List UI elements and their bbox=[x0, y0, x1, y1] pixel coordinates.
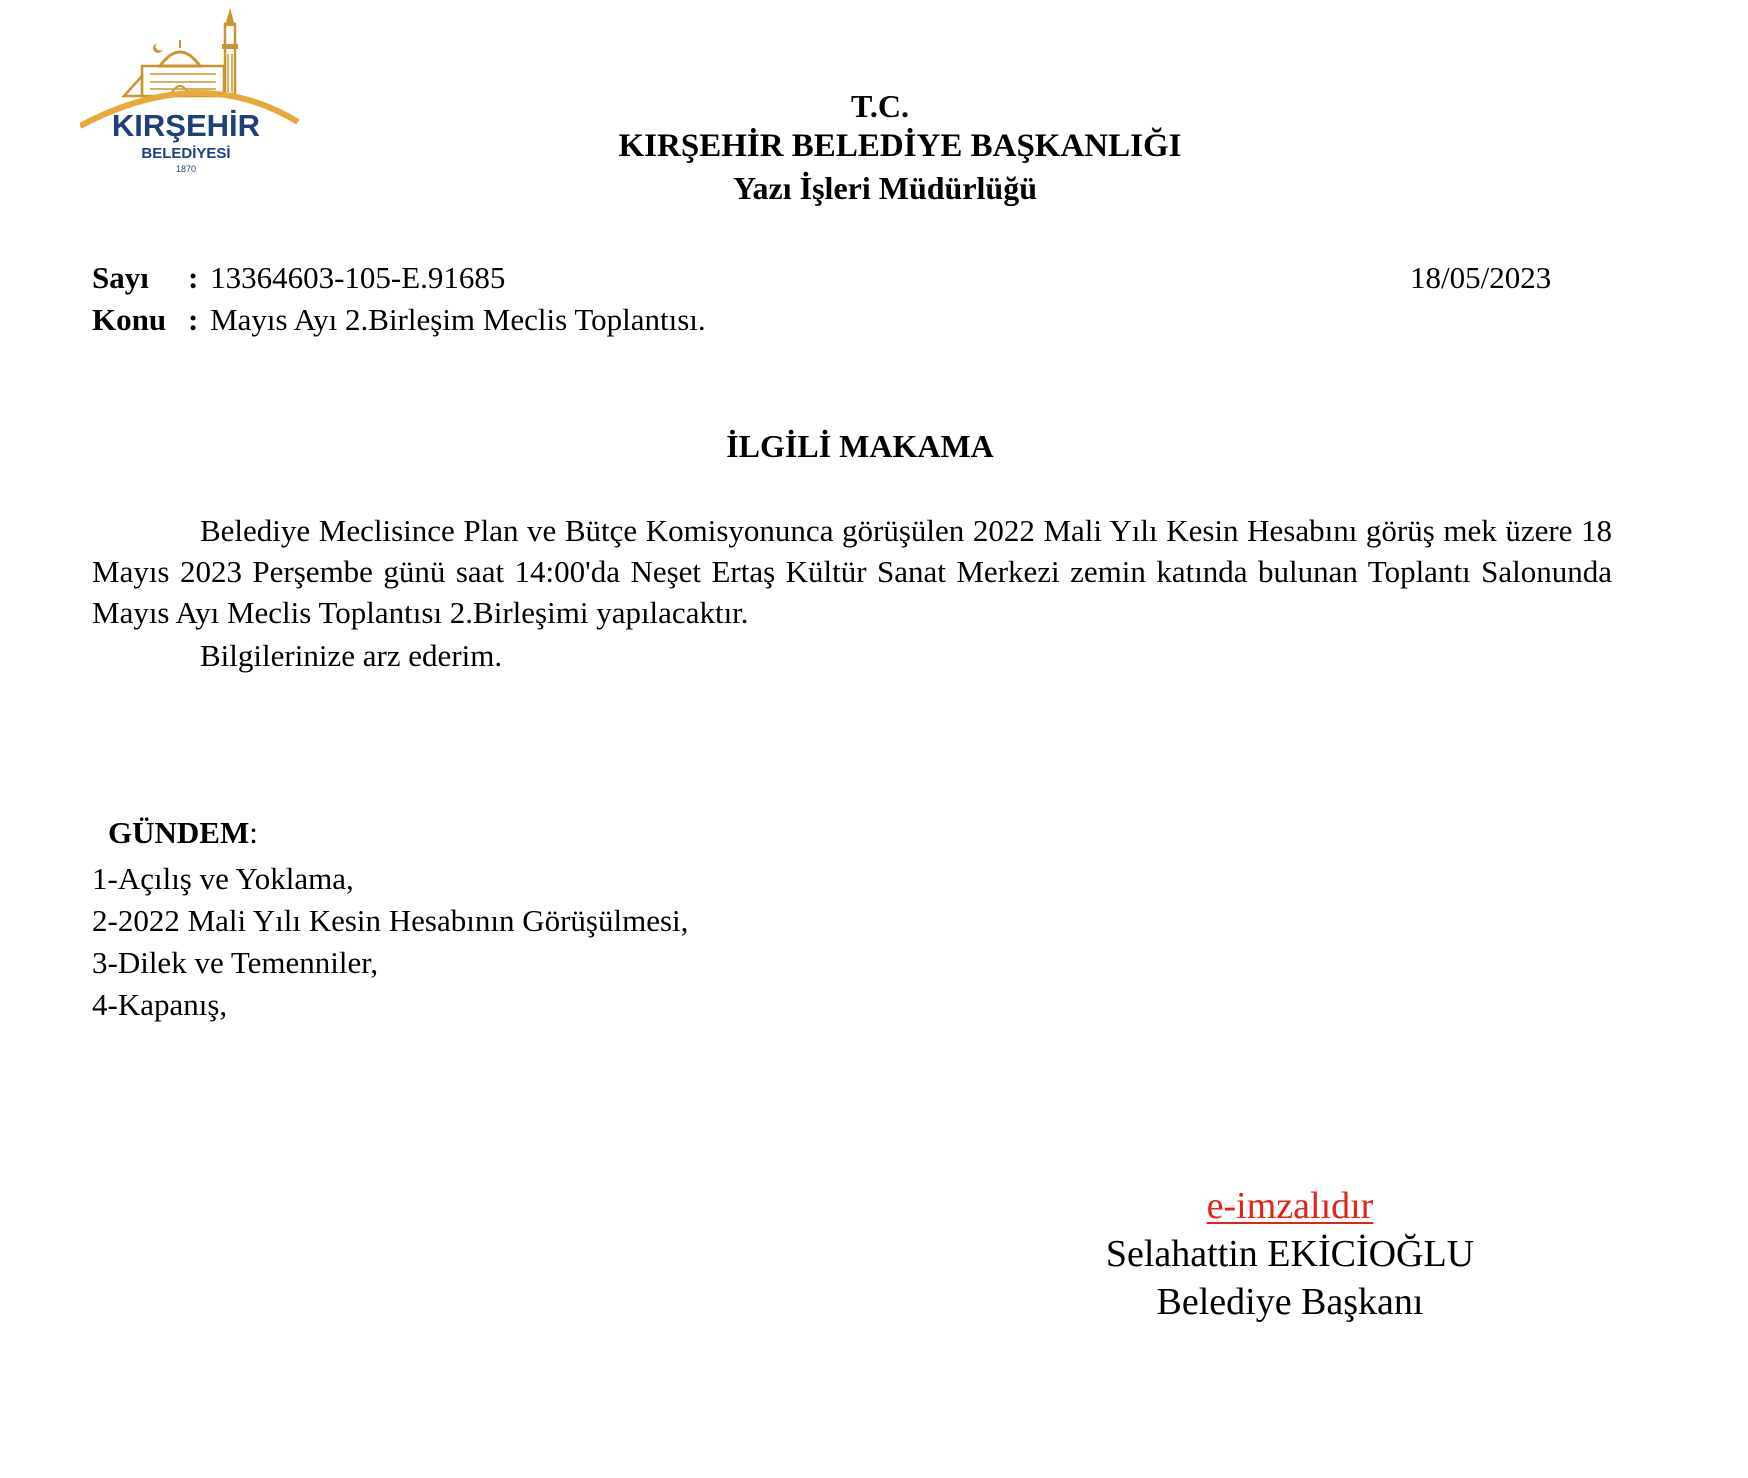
agenda-item: 3-Dilek ve Temenniler, bbox=[92, 945, 379, 980]
konu-colon: : bbox=[188, 302, 199, 337]
sayi-label: Sayı bbox=[92, 260, 149, 295]
document-date: 18/05/2023 bbox=[1410, 260, 1552, 295]
agenda-item: 4-Kapanış, bbox=[92, 987, 228, 1022]
agenda-title-colon: : bbox=[249, 815, 258, 850]
addressee-heading: İLGİLİ MAKAMA bbox=[726, 428, 994, 464]
agenda-title-text: GÜNDEM bbox=[108, 815, 250, 850]
body-paragraph-text: Belediye Meclisince Plan ve Bütçe Komisyonunca görüşülen 2022 Mali Yılı Kesin Hesabını görüş mek üzere 18 Mayıs 2023 Perşembe günü saat 14:00'da Neşet Ertaş Kültür Sanat Merkezi zemin katında bulunan Toplantı Salonunda Mayıs Ayı Meclis Toplantısı 2.Birleşimi yapılacaktır. bbox=[92, 513, 1612, 630]
sayi-value: 13364603-105-E.91685 bbox=[210, 260, 506, 295]
konu-label: Konu bbox=[92, 302, 167, 337]
header-department: Yazı İşleri Müdürlüğü bbox=[732, 170, 1038, 206]
agenda-title bbox=[108, 815, 258, 851]
header-organization: KIRŞEHİR BELEDİYE BAŞKANLIĞI bbox=[618, 128, 1182, 164]
logo-wordmark: KIRŞEHİR bbox=[111, 108, 261, 143]
signatory-title: Belediye Başkanı bbox=[1156, 1281, 1424, 1323]
agenda-item: 1-Açılış ve Yoklama, bbox=[92, 861, 354, 896]
municipality-logo bbox=[80, 4, 342, 194]
agenda-item: 2-2022 Mali Yılı Kesin Hesabının Görüşülmesi, bbox=[92, 903, 689, 938]
logo-year: 1870 bbox=[175, 164, 197, 174]
logo-subtitle: BELEDİYESİ bbox=[141, 145, 231, 162]
signature-block bbox=[1050, 1182, 1530, 1326]
konu-value: Mayıs Ayı 2.Birleşim Meclis Toplantısı. bbox=[210, 302, 706, 337]
signatory-name: Selahattin EKİCİOĞLU bbox=[1105, 1233, 1475, 1275]
sayi-colon: : bbox=[188, 260, 199, 295]
header-tc: T.C. bbox=[850, 88, 910, 124]
konu-row bbox=[92, 302, 706, 338]
e-signature-label: e-imzalıdır bbox=[1206, 1185, 1374, 1227]
body-paragraph bbox=[92, 510, 1612, 633]
sayi-row bbox=[92, 260, 505, 296]
agenda-list bbox=[92, 858, 688, 1026]
closing-line: Bilgilerinize arz ederim. bbox=[200, 638, 503, 673]
